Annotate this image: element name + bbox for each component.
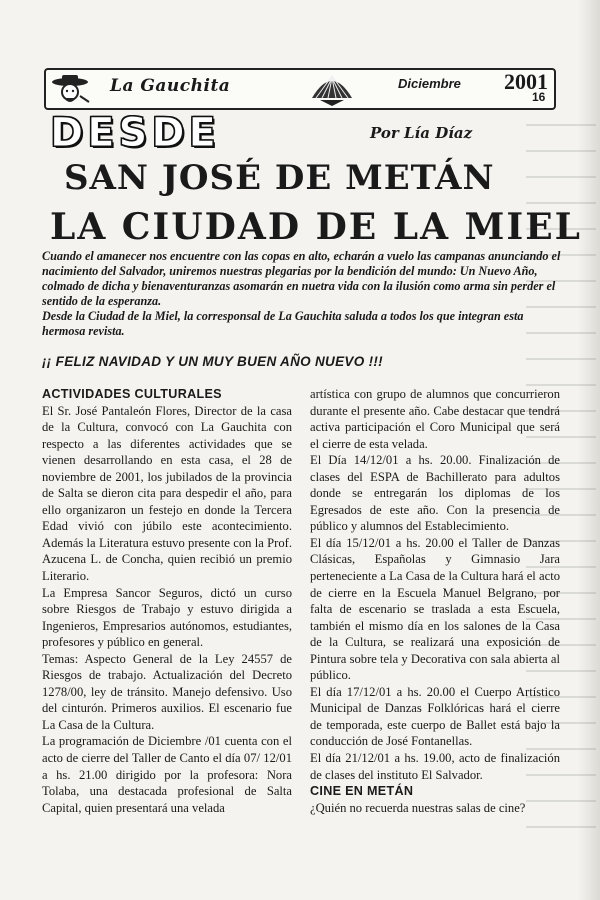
body-paragraph: La Empresa Sancor Seguros, dictó un curso sobre Riesgos de Trabajo y estuvo dirigida a Ingenieros, Empresarios autónomos, estudiantes, profesores y público en general. bbox=[42, 585, 292, 650]
section-heading: ACTIVIDADES CULTURALES bbox=[42, 387, 222, 401]
left-column bbox=[42, 386, 292, 816]
gaucho-logo-icon bbox=[50, 72, 90, 106]
headline-city: SAN JOSÉ DE METÁN bbox=[64, 158, 495, 198]
body-paragraph: Temas: Aspecto General de la Ley 24557 de Riesgos de trabajo. Actualización del Decreto 1278/00, ley de tránsito. Manejo defensivo. Uso del cinturón. Primeros auxilios. El escenario fue La Casa de la Cultura. bbox=[42, 651, 292, 732]
body-paragraph: artística con grupo de alumnos que concurrieron durante el presente año. Cabe destacar que tendrá activa participación el Coro Municipal que será el cierre de esta velada. bbox=[310, 387, 560, 451]
body-paragraph: La programación de Diciembre /01 cuenta con el acto de cierre del Taller de Canto el día 07/ 12/01 a hs. 21.00 dirigido por la profesora: Nora Tolaba, una destacada profesional de Salta Capital, quien presentará una velada bbox=[42, 734, 292, 815]
article-intro bbox=[42, 249, 562, 339]
article-byline: Por Lía Díaz bbox=[370, 124, 473, 142]
issue-year: 2001 bbox=[504, 69, 548, 94]
section-heading: CINE EN METÁN bbox=[310, 784, 414, 799]
page-number: 16 bbox=[532, 90, 546, 104]
holiday-greeting: ¡¡ FELIZ NAVIDAD Y UN MUY BUEN AÑO NUEVO !!! bbox=[42, 354, 383, 369]
body-paragraph: El día 17/12/01 a hs. 20.00 el Cuerpo Artístico Municipal de Danzas Folklóricas hará el cierre de temporada, este cuerpo de Ballet está bajo la conducción de José Fontanellas. bbox=[310, 684, 560, 749]
headline-desde: DESDE bbox=[50, 110, 220, 156]
body-paragraph: El Día 14/12/01 a hs. 20.00. Finalización de clases del ESPA de Bachillerato para adultos donde se entregarán los diplomas de los Egresados de este año. Con la presencia de público y alumnos del Establecimiento. bbox=[310, 453, 560, 534]
right-column bbox=[310, 386, 560, 816]
intro-paragraph: Desde la Ciudad de la Miel, la corresponsal de La Gauchita saluda a todos los que integran esta hermosa revista. bbox=[42, 309, 524, 338]
fan-emblem-icon bbox=[308, 70, 356, 106]
body-paragraph: ¿Quién no recuerda nuestras salas de cine? bbox=[310, 800, 526, 815]
body-paragraph: El Sr. José Pantaleón Flores, Director de la casa de la Cultura, convocó con La Gauchita con respecto a las diferentes actividades que se vienen desarrollando en esta casa, el 28 de noviembre de 2001, los jubilados de la provincia de Salta se dieron cita para despedir el año, para ello organizaron un festejo en donde la Tercera Edad vivió con júbilo este acontecimiento. Además la Literatura estuvo presente con la Prof. Azucena L. de Concha, quien recibió un premio Literario. bbox=[42, 403, 292, 584]
body-paragraph: El día 15/12/01 a hs. 20.00 el Taller de Danzas Clásicas, Españolas y Gimnasio Jara perteneciente a La Casa de la Cultura hará el acto de cierre en la Escuela Manuel Belgrano, por falta de escenario se traslada a esta Escuela, también el mismo día en los salones de la Casa de la Cultura, se realizará una exposición de Pintura sobre tela y Decorativa con sala abierta al público. bbox=[310, 535, 560, 683]
body-paragraph: El día 21/12/01 a hs. 19.00, acto de finalización de clases del instituto El Salvador. bbox=[310, 751, 560, 782]
magazine-header-banner bbox=[44, 68, 556, 110]
headline-miel: LA CIUDAD DE LA MIEL bbox=[50, 206, 582, 248]
intro-paragraph: Cuando el amanecer nos encuentre con las copas en alto, echarán a vuelo las campanas anunciando el nacimiento del Salvador, uniremos nuestras plegarias por la bendición del mundo: Un Nuevo Año, colmado de dicha y bienaventuranzas asomarán en nuetra vida con la ilusión como arma sin perder el sentido de la esperanza. bbox=[42, 249, 561, 308]
magazine-brand: La Gauchita bbox=[110, 76, 231, 96]
issue-month: Diciembre bbox=[398, 76, 461, 91]
